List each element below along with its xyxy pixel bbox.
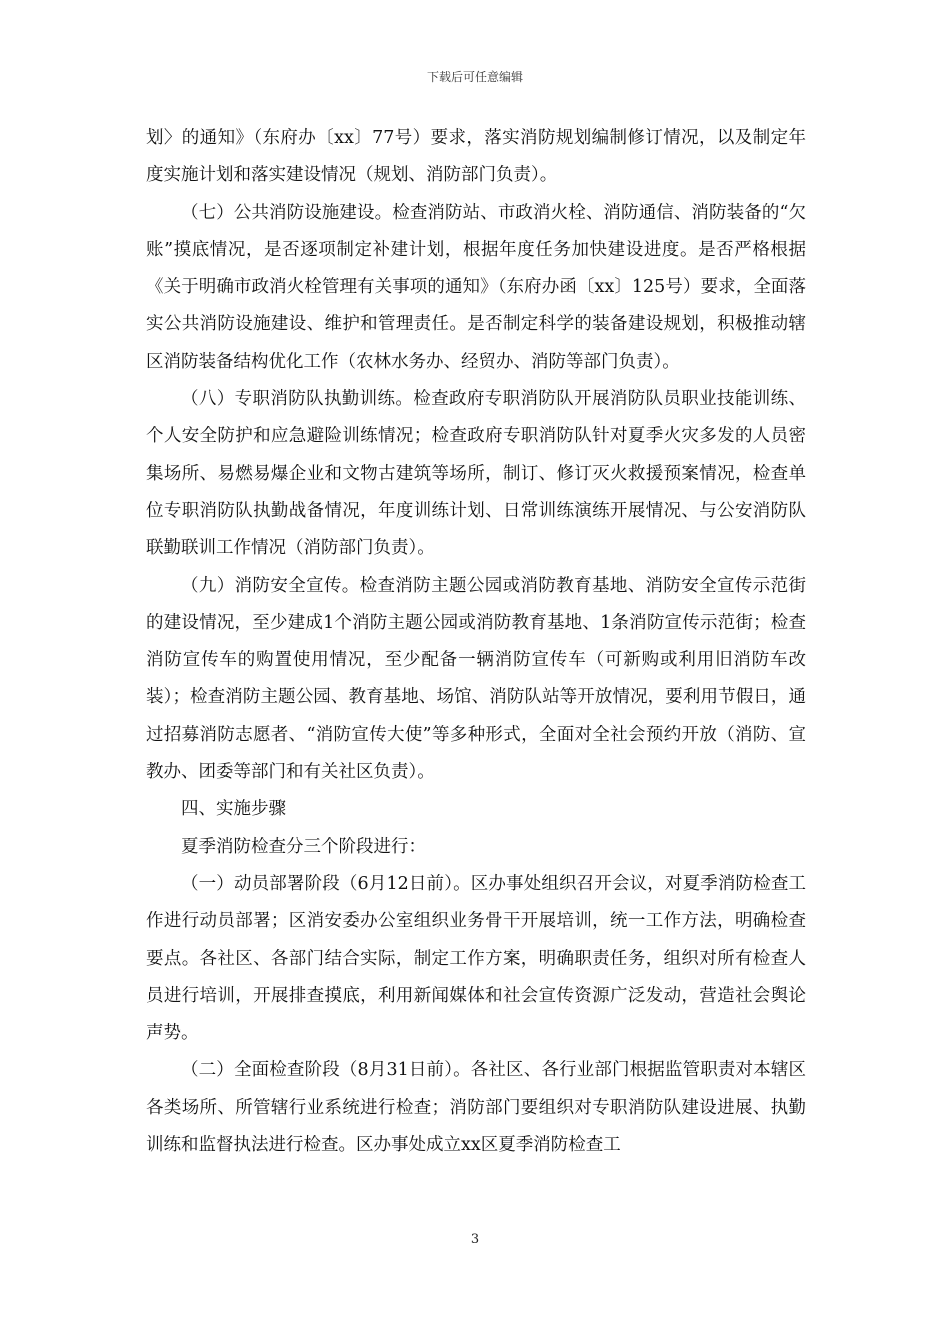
paragraph-stage-two: （二）全面检查阶段（8月31日前）。各社区、各行业部门根据监管职责对本辖区各类场所、所管辖行业系统进行检查；消防部门要组织对专职消防队建设进展、执勤训练和监督执法进行检查。区办事处成立xx区夏季消防检查工 <box>146 1060 806 1156</box>
paragraph-fire-safety-publicity: （九）消防安全宣传。检查消防主题公园或消防教育基地、消防安全宣传示范街的建设情况，至少建成1个消防主题公园或消防教育基地、1条消防宣传示范街；检查消防宣传车的购置使用情况，至少配备一辆消防宣传车（可新购或利用旧消防车改装）；检查消防主题公园、教育基地、场馆、消防队站等开放情况，要利用节假日，通过招募消防志愿者、“消防宣传大使”等多种形式，全面对全社会预约开放（消防、宣教办、团委等部门和有关社区负责）。 <box>146 575 806 783</box>
page-header: 下载后可任意编辑 <box>426 70 523 84</box>
document-body <box>146 120 806 1164</box>
paragraph-fire-brigade-training: （八）专职消防队执勤训练。检查政府专职消防队开展消防队员职业技能训练、个人安全防护和应急避险训练情况；检查政府专职消防队针对夏季火灾多发的人员密集场所、易燃易爆企业和文物古建筑等场所，制订、修订灭火救援预案情况，检查单位专职消防队执勤战备情况，年度训练计划、日常训练演练开展情况、与公安消防队联勤联训工作情况（消防部门负责）。 <box>146 389 806 559</box>
paragraph-three-stages: 夏季消防检查分三个阶段进行： <box>181 836 426 857</box>
page-number: 3 <box>470 1232 480 1247</box>
section-heading-implementation-steps: 四、实施步骤 <box>181 799 286 820</box>
paragraph-public-fire-facilities: （七）公共消防设施建设。检查消防站、市政消火栓、消防通信、消防装备的“欠账”摸底情况，是否逐项制定补建计划，根据年度任务加快建设进度。是否严格根据《关于明确市政消火栓管理有关事项的通知》（东府办函〔xx〕125号）要求，全面落实公共消防设施建设、维护和管理责任。是否制定科学的装备建设规划，积极推动辖区消防装备结构优化工作（农林水务办、经贸办、消防等部门负责）。 <box>146 202 806 372</box>
paragraph-stage-one: （一）动员部署阶段（6月12日前）。区办事处组织召开会议，对夏季消防检查工作进行动员部署；区消安委办公室组织业务骨干开展培训，统一工作方法，明确检查要点。各社区、各部门结合实际，制定工作方案，明确职责任务，组织对所有检查人员进行培训，开展排查摸底，利用新闻媒体和社会宣传资源广泛发动，营造社会舆论声势。 <box>146 873 806 1044</box>
paragraph-continuation: 划〉的通知》（东府办〔xx〕77号）要求，落实消防规划编制修订情况，以及制定年度实施计划和落实建设情况（规划、消防部门负责）。 <box>146 128 806 186</box>
